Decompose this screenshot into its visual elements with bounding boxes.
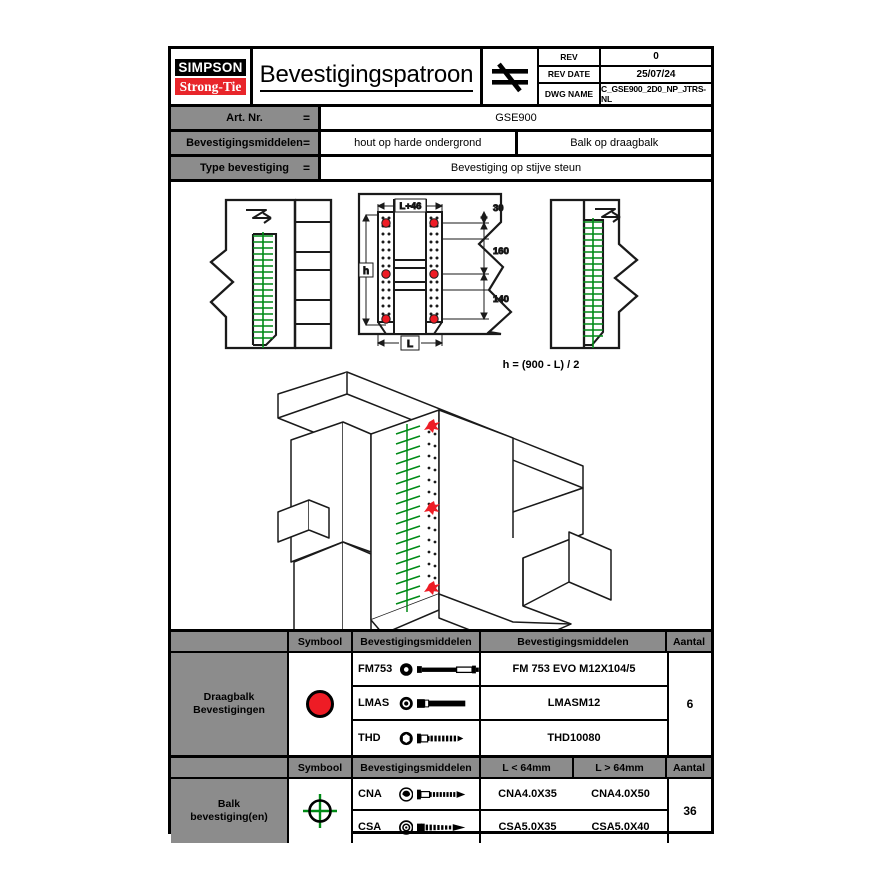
revision-row bbox=[539, 49, 711, 67]
table-row bbox=[353, 811, 667, 843]
cna-length-long: CNA4.0X50 bbox=[591, 788, 650, 800]
header-amount-2: Aantal bbox=[672, 761, 706, 774]
info-value-fixings-substrate: hout op harde ondergrond bbox=[321, 132, 518, 154]
projection-symbol-cell bbox=[483, 49, 539, 104]
equals-sign: = bbox=[302, 136, 310, 150]
csa-length-short: CSA5.0X35 bbox=[498, 821, 557, 833]
table-balk-bevestigingen bbox=[171, 758, 711, 843]
info-value-fixings-beam: Balk op draagbalk bbox=[518, 132, 712, 154]
revision-block bbox=[539, 49, 711, 104]
screw-icon bbox=[417, 820, 479, 835]
dim-30-label: 30 bbox=[493, 203, 504, 214]
double-ring-icon bbox=[399, 820, 413, 835]
swirl-dot-icon bbox=[399, 787, 413, 802]
header-blank bbox=[171, 632, 289, 651]
info-label-type-text: Type bevestiging bbox=[199, 162, 290, 174]
fixing-code-thd: THD bbox=[358, 732, 381, 744]
csa-length-long: CSA5.0X40 bbox=[591, 821, 650, 833]
page-title: Bevestigingspatroon bbox=[260, 61, 474, 92]
rev-value: 0 bbox=[653, 51, 659, 63]
header-description: Bevestigingsmiddelen bbox=[481, 632, 667, 651]
info-row-article bbox=[171, 107, 711, 132]
dim-140-label: 140 bbox=[493, 294, 509, 305]
info-label-fixings bbox=[171, 132, 321, 154]
amount-draagbalk: 6 bbox=[667, 653, 711, 755]
fixing-cell-csa bbox=[353, 811, 481, 843]
isometric-view bbox=[278, 372, 611, 629]
simpson-strong-tie-logo bbox=[171, 49, 253, 104]
balk-label-line2: bevestiging(en) bbox=[190, 811, 268, 823]
height-formula: h = (900 - L) / 2 bbox=[502, 359, 580, 371]
balk-rows bbox=[353, 779, 667, 843]
table-draagbalk-bevestigingen bbox=[171, 632, 711, 758]
title-block-header bbox=[171, 49, 711, 107]
lag-screw-icon bbox=[417, 696, 479, 711]
fixing-code-fm753: FM753 bbox=[358, 663, 393, 675]
not-equal-icon bbox=[488, 60, 532, 94]
technical-drawing-area bbox=[171, 182, 711, 632]
logo-strongtie-text: Strong-Tie bbox=[175, 78, 246, 95]
dwg-name-value: C_GSE900_2D0_NP_JTRS-NL bbox=[601, 84, 706, 104]
balk-label-line1: Balk bbox=[217, 798, 241, 810]
fixing-cell-thd bbox=[353, 721, 481, 755]
dim-h-label: h bbox=[362, 266, 370, 277]
fixing-cell-fm753 bbox=[353, 653, 481, 685]
fixing-code-cna: CNA bbox=[358, 788, 382, 800]
info-label-article bbox=[171, 107, 321, 129]
draagbalk-rows bbox=[353, 653, 667, 755]
header-fixings-2: Bevestigingsmiddelen bbox=[353, 758, 481, 777]
green-crosshair-circle-icon bbox=[302, 793, 338, 829]
small-dot-icon bbox=[399, 662, 413, 677]
equals-sign: = bbox=[302, 161, 310, 175]
drawing-canvas bbox=[171, 182, 711, 629]
rev-date-label: REV DATE bbox=[539, 67, 601, 83]
equals-sign: = bbox=[302, 111, 310, 125]
info-row-type bbox=[171, 157, 711, 182]
header-symbol-2: Symbool bbox=[289, 758, 353, 777]
fixing-cell-cna bbox=[353, 779, 481, 809]
dwg-name-label: DWG NAME bbox=[539, 84, 601, 104]
table-row bbox=[353, 721, 667, 755]
header-symbol: Symbool bbox=[289, 632, 353, 651]
fixing-code-lmas: LMAS bbox=[358, 697, 390, 709]
dim-160-label: 160 bbox=[493, 246, 509, 257]
draagbalk-label-line1: Draagbalk bbox=[203, 691, 255, 703]
dim-L-label: L bbox=[406, 339, 414, 350]
draagbalk-label-line2: Bevestigingen bbox=[193, 704, 265, 716]
revision-date-row bbox=[539, 67, 711, 85]
table-balk-header-row bbox=[171, 758, 711, 779]
symbol-cell-balk bbox=[289, 779, 353, 843]
fixing-code-csa: CSA bbox=[358, 821, 382, 833]
header-length-long: L > 64mm bbox=[574, 758, 667, 777]
table-draagbalk-header-row bbox=[171, 632, 711, 653]
drawing-sheet bbox=[168, 46, 714, 834]
dwg-name-row bbox=[539, 84, 711, 104]
bolt-icon bbox=[417, 662, 479, 677]
table-row bbox=[353, 779, 667, 811]
logo-simpson-text: SIMPSON bbox=[175, 59, 246, 76]
description-thd: THD10080 bbox=[547, 732, 601, 744]
info-label-article-text: Art. Nr. bbox=[226, 112, 263, 124]
info-label-fixings-text: Bevestigingsmiddelen bbox=[186, 137, 303, 149]
rev-label: REV bbox=[539, 49, 601, 65]
description-fm753: FM 753 EVO M12X104/5 bbox=[512, 663, 636, 675]
row-group-label-balk bbox=[171, 779, 289, 843]
description-lmas: LMASM12 bbox=[547, 697, 601, 709]
table-draagbalk-body bbox=[171, 653, 711, 755]
row-group-label-draagbalk bbox=[171, 653, 289, 755]
nail-icon bbox=[417, 787, 479, 802]
threaded-screw-icon bbox=[417, 731, 479, 746]
header-length-short: L < 64mm bbox=[481, 758, 574, 777]
info-label-type bbox=[171, 157, 321, 179]
info-row-fixings bbox=[171, 132, 711, 157]
cna-length-short: CNA4.0X35 bbox=[498, 788, 557, 800]
table-balk-body bbox=[171, 779, 711, 843]
info-value-type: Bevestiging op stijve steun bbox=[321, 157, 711, 179]
header-amount: Aantal bbox=[672, 635, 706, 648]
left-view-screw-column bbox=[253, 232, 273, 348]
right-view-screw-column bbox=[583, 218, 603, 348]
dim-top-label: L+46 bbox=[399, 201, 422, 212]
ring-dot-icon bbox=[399, 696, 413, 711]
header-fixings: Bevestigingsmiddelen bbox=[353, 632, 481, 651]
header-blank-2 bbox=[171, 758, 289, 777]
amount-balk: 36 bbox=[667, 779, 711, 843]
sheet-title-cell bbox=[253, 49, 483, 104]
fixing-cell-lmas bbox=[353, 687, 481, 719]
hex-ring-icon bbox=[399, 731, 413, 746]
table-row bbox=[353, 687, 667, 721]
rev-date-value: 25/07/24 bbox=[636, 68, 676, 80]
symbol-cell-draagbalk bbox=[289, 653, 353, 755]
info-value-article: GSE900 bbox=[321, 107, 711, 129]
red-filled-circle-icon bbox=[303, 687, 337, 721]
table-row bbox=[353, 653, 667, 687]
